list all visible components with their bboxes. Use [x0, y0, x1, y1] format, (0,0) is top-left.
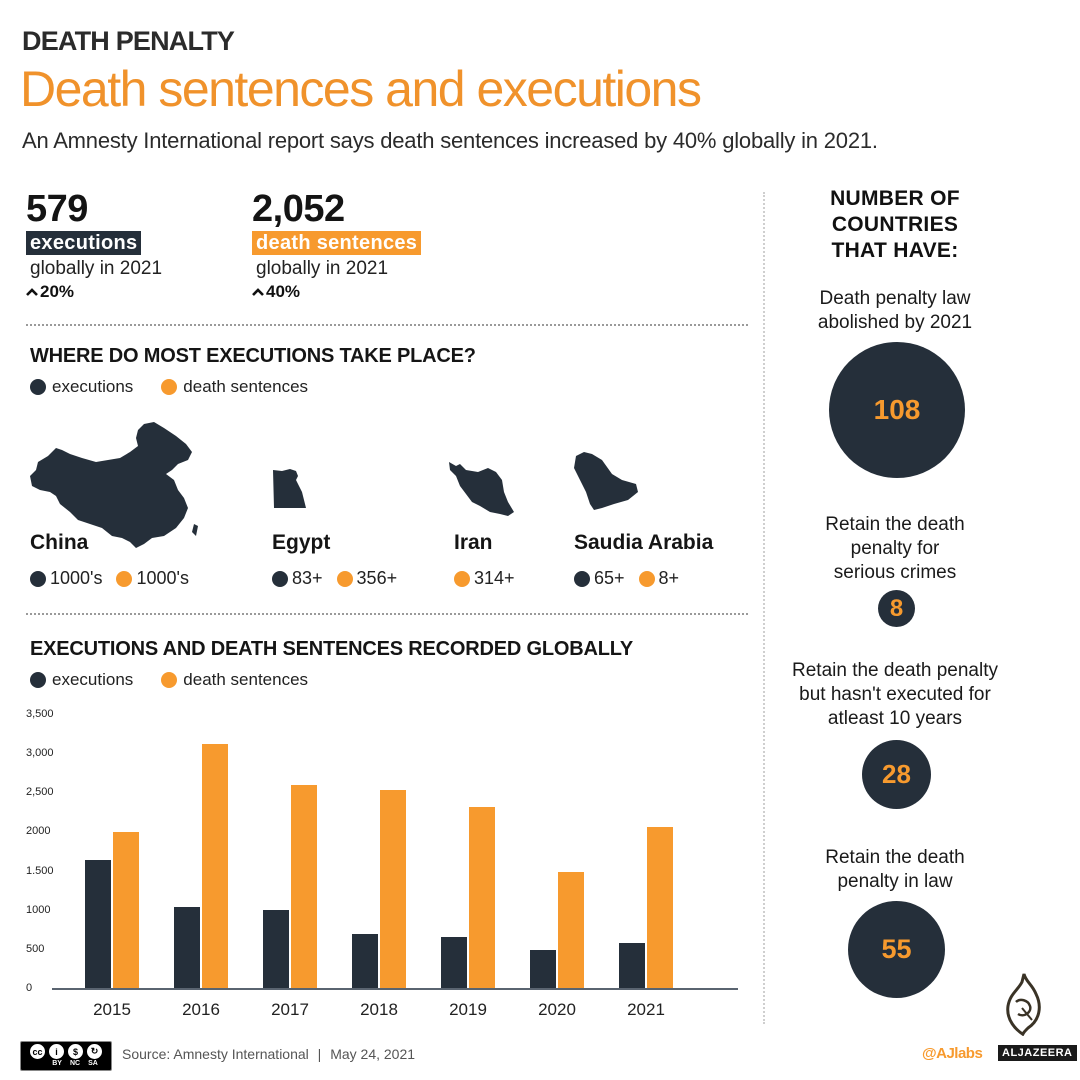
right-item-label: Death penalty law abolished by 2021	[817, 288, 973, 333]
dot-orange-icon	[161, 672, 177, 688]
stat-sub: globally in 2021	[30, 258, 163, 279]
by-icon: i	[48, 1043, 65, 1060]
death-sentences-value: 1000's	[136, 568, 189, 588]
divider	[26, 613, 748, 615]
legend-global	[30, 670, 336, 690]
stat-change	[252, 282, 421, 302]
executions-value: 1000's	[50, 568, 103, 588]
x-tick-label: 2018	[360, 1000, 398, 1019]
circle-serious-crimes: 8	[878, 590, 915, 627]
x-tick-label: 2021	[627, 1000, 665, 1019]
dot-dark-icon	[574, 571, 590, 587]
circle-no-execution-10-years: 28	[862, 740, 931, 809]
dot-orange-icon	[454, 571, 470, 587]
circle-abolished: 108	[829, 342, 965, 478]
egypt-map-icon	[272, 468, 314, 510]
page-title: Death sentences and executions	[20, 61, 701, 117]
y-tick-label: 3,500	[26, 708, 54, 720]
dot-orange-icon	[161, 379, 177, 395]
y-tick-label: 500	[26, 942, 45, 955]
executions-value: 83+	[292, 568, 323, 588]
country-name: Egypt	[272, 531, 331, 554]
legend-item-death-sentences: death sentences	[161, 377, 308, 397]
y-tick-label: 1000	[26, 903, 51, 916]
bar-death-sentences-2015	[113, 832, 139, 988]
right-item-label: Retain the death penalty for serious crimes	[825, 514, 965, 583]
x-tick-label: 2017	[271, 1000, 309, 1019]
country-name: China	[30, 531, 89, 554]
x-tick-label: 2016	[182, 1000, 220, 1019]
death-sentences-value: 356+	[356, 568, 398, 588]
subtitle: An Amnesty International report says death sentences increased by 40% globally in 2021.	[22, 128, 878, 153]
section-title-countries: WHERE DO MOST EXECUTIONS TAKE PLACE?	[30, 345, 476, 367]
legend-item-executions: executions	[30, 377, 133, 397]
stat-change	[26, 282, 162, 302]
bar-chart-plot	[52, 716, 738, 990]
death-sentences-value: 8+	[658, 568, 680, 588]
y-tick-label: 0	[26, 982, 33, 994]
bar-death-sentences-2018	[380, 790, 406, 988]
country-saudi-arabia	[574, 531, 713, 589]
kicker: DEATH PENALTY	[22, 26, 235, 56]
aljazeera-calligraphy-logo-icon	[1002, 972, 1046, 1041]
bar-executions-2019	[441, 937, 467, 988]
y-tick-label: 2,500	[26, 786, 54, 799]
ajlabs-handle[interactable]: @AJlabs	[922, 1045, 983, 1062]
stat-number: 579	[26, 188, 88, 230]
bar-executions-2017	[263, 910, 289, 988]
stat-number: 2,052	[252, 188, 345, 230]
bar-death-sentences-2017	[291, 785, 317, 988]
country-egypt	[272, 531, 411, 589]
executions-value: 65+	[594, 568, 625, 588]
country-name: Saudia Arabia	[574, 531, 714, 554]
bar-executions-2016	[174, 907, 200, 988]
divider	[26, 324, 748, 326]
x-tick-label: 2020	[538, 1000, 576, 1019]
country-name: Iran	[454, 531, 493, 554]
dot-dark-icon	[30, 379, 46, 395]
dot-orange-icon	[116, 571, 132, 587]
bar-executions-2020	[530, 950, 556, 988]
legend-item-executions: executions	[30, 670, 133, 690]
cc-icon: cc	[29, 1043, 46, 1060]
date-text: May 24, 2021	[330, 1046, 416, 1062]
aljazeera-wordmark: ALJAZEERA	[998, 1045, 1077, 1061]
y-tick-label: 1.500	[26, 864, 54, 877]
stat-change-value: 40%	[266, 282, 301, 301]
stat-sub: globally in 2021	[256, 258, 389, 279]
stat-tag: executions	[26, 231, 141, 255]
x-tick-label: 2015	[93, 1000, 131, 1019]
dot-orange-icon	[639, 571, 655, 587]
stat-tag: death sentences	[252, 231, 421, 255]
y-tick-label: 2000	[26, 825, 51, 838]
right-panel-title: NUMBER OF COUNTRIES THAT HAVE:	[830, 187, 960, 262]
legend-countries	[30, 377, 336, 397]
bar-death-sentences-2016	[202, 744, 228, 988]
source-text: Source: Amnesty International	[122, 1046, 309, 1062]
up-caret-icon	[26, 286, 38, 298]
dot-dark-icon	[30, 571, 46, 587]
up-caret-icon	[252, 286, 264, 298]
section-title-global: EXECUTIONS AND DEATH SENTENCES RECORDED GLOBALLY	[30, 638, 634, 660]
dot-orange-icon	[337, 571, 353, 587]
y-tick-label: 3,000	[26, 747, 54, 760]
right-item-label: Retain the death penalty in law	[825, 847, 965, 892]
circle-retain-in-law: 55	[848, 901, 945, 998]
country-iran	[454, 531, 529, 589]
bar-death-sentences-2020	[558, 872, 584, 988]
stat-change-value: 20%	[40, 282, 75, 301]
dot-dark-icon	[30, 672, 46, 688]
bar-executions-2021	[619, 943, 645, 988]
nc-icon: $	[67, 1043, 84, 1060]
iran-map-icon	[448, 460, 518, 520]
cc-license-badge: cc i $ ↻ BY NC SA	[20, 1041, 112, 1071]
country-china	[30, 531, 203, 589]
saudi-arabia-map-icon	[572, 450, 644, 514]
bar-executions-2018	[352, 934, 378, 988]
death-sentences-value: 314+	[474, 568, 515, 588]
bar-death-sentences-2019	[469, 807, 495, 988]
bar-death-sentences-2021	[647, 827, 673, 988]
legend-item-death-sentences: death sentences	[161, 670, 308, 690]
footer-source: Source: Amnesty International | May 24, 2021	[122, 1046, 416, 1062]
divider-vertical	[763, 192, 765, 1024]
x-tick-label: 2019	[449, 1000, 487, 1019]
dot-dark-icon	[272, 571, 288, 587]
stat-executions	[26, 188, 162, 302]
bar-executions-2015	[85, 860, 111, 988]
sa-icon: ↻	[86, 1043, 103, 1060]
stat-death-sentences	[252, 188, 421, 302]
right-item-label: Retain the death penalty but hasn't executed for atleast 10 years	[792, 660, 998, 729]
